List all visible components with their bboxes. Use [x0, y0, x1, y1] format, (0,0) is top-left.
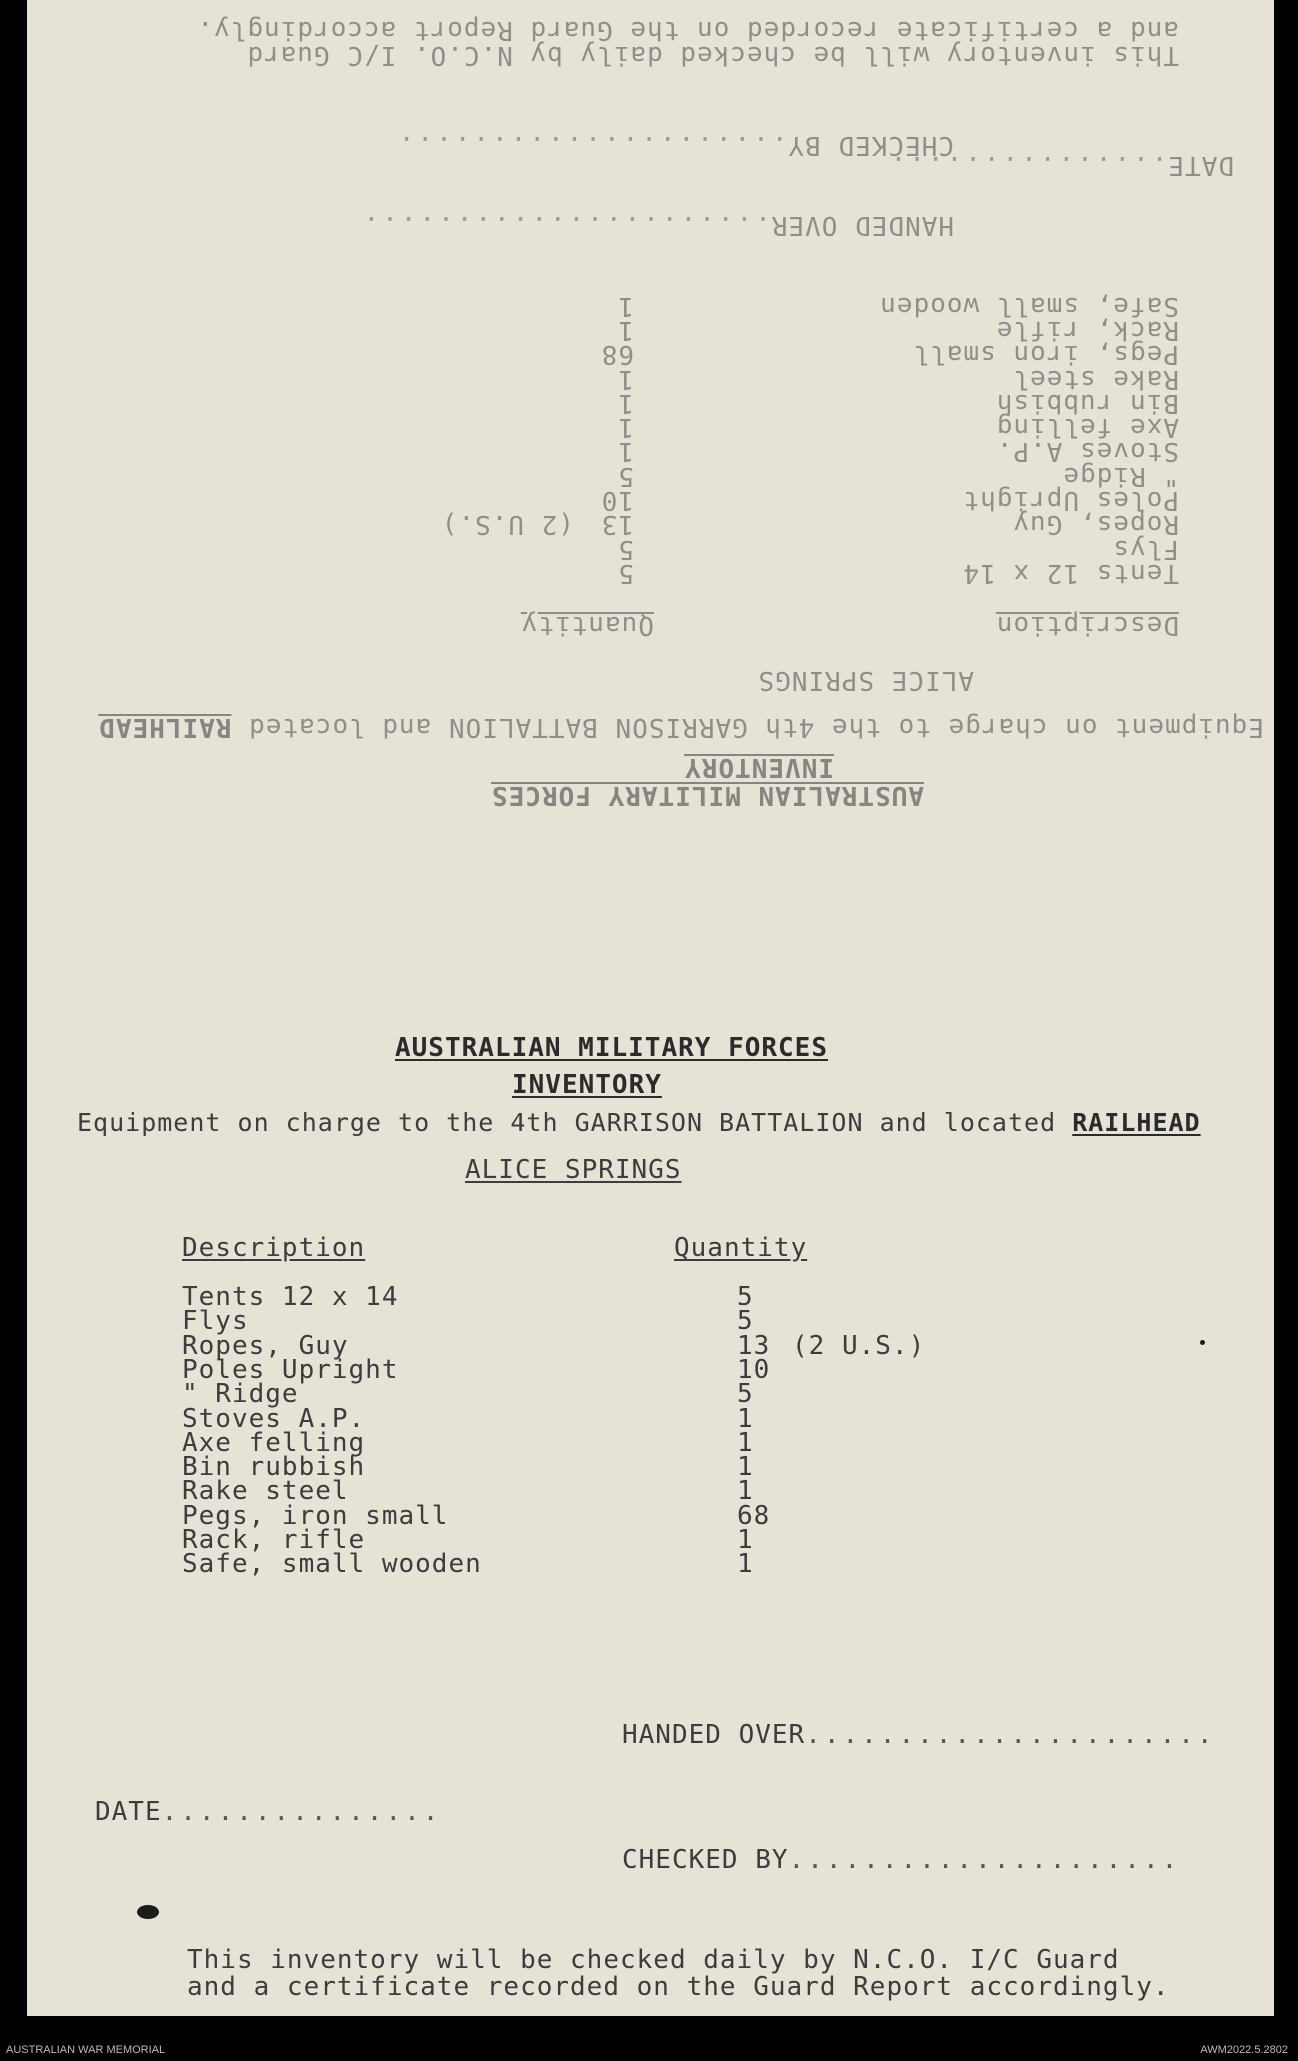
item-quantity: 1 — [737, 1525, 754, 1555]
equipment-line — [77, 1108, 1201, 1137]
ghost-item-description: Flys — [1112, 533, 1179, 564]
ghost-item-description: Stoves A.P. — [995, 436, 1179, 467]
ghost-item-description: Bin rubbish — [995, 387, 1179, 418]
date-label: DATE — [95, 1797, 162, 1827]
checked-by-dots: ..................... — [788, 1845, 1181, 1875]
item-note: (2 U.S.) — [792, 1330, 926, 1361]
item-quantity: 5 — [737, 1379, 754, 1410]
date-dots: ............... — [161, 1797, 442, 1827]
date-line — [95, 1797, 441, 1827]
item-description: Rack, rifle — [182, 1525, 366, 1555]
archive-footer-right: AWM2022.5.2802 — [1200, 2044, 1288, 2056]
document-sheet — [27, 0, 1274, 2016]
ghost-equipment-line: Equipment on charge to the 4th GARRISON BATTALION and located RAILHEAD — [98, 712, 1264, 742]
item-description: Ropes, Guy — [182, 1330, 349, 1361]
handed-over-dots: ...................... — [805, 1720, 1216, 1750]
ghost-item-quantity: 68 — [600, 339, 634, 370]
item-quantity: 1 — [737, 1452, 754, 1483]
item-quantity: 1 — [737, 1427, 754, 1458]
offset-impression-text — [27, 0, 1274, 960]
ghost-item-quantity: 10 — [600, 485, 634, 516]
item-description: Bin rubbish — [182, 1452, 366, 1483]
subheading: INVENTORY — [512, 1070, 662, 1100]
ghost-item-description: Ropes, Guy — [1012, 509, 1179, 540]
item-description: Axe felling — [182, 1427, 366, 1458]
handed-over-line — [622, 1720, 1216, 1750]
ghost-item-quantity: 13 — [600, 509, 634, 540]
item-description: Poles Upright — [182, 1354, 399, 1385]
ghost-item-quantity: 1 — [617, 315, 634, 345]
ghost-date: DATE............... — [887, 150, 1234, 180]
ghost-item-description: Poles Upright — [962, 485, 1179, 516]
handed-over-label: HANDED OVER — [622, 1720, 806, 1750]
ghost-item-note: (2 U.S.) — [440, 509, 574, 540]
item-quantity: 13 — [737, 1330, 771, 1361]
archive-footer — [0, 2040, 1298, 2061]
item-quantity: 1 — [737, 1403, 754, 1434]
item-quantity: 1 — [737, 1549, 754, 1580]
item-description: Pegs, iron small — [182, 1500, 449, 1531]
item-quantity: 68 — [737, 1500, 771, 1531]
ghost-checked-by: CHECKED BY..................... — [395, 130, 954, 160]
ghost-item-quantity: 1 — [617, 387, 634, 418]
ink-spot — [137, 1905, 159, 1919]
footer-line-2: and a certificate recorded on the Guard Report accordingly. — [187, 1972, 1170, 2002]
item-quantity: 1 — [737, 1476, 754, 1507]
ghost-heading-main: AUSTRALIAN MILITARY FORCES — [491, 780, 924, 810]
ghost-col-quantity: Quantity — [520, 610, 654, 640]
item-quantity: 10 — [737, 1354, 771, 1385]
ink-dot — [1200, 1340, 1205, 1345]
archive-footer-left: AUSTRALIAN WAR MEMORIAL — [6, 2044, 166, 2056]
ghost-item-description: Safe, small wooden — [879, 290, 1179, 321]
location: ALICE SPRINGS — [465, 1155, 682, 1185]
item-description: Flys — [182, 1306, 249, 1337]
col-quantity-header: Quantity — [674, 1233, 808, 1263]
item-description: Stoves A.P. — [182, 1403, 366, 1434]
item-quantity: 5 — [737, 1282, 754, 1312]
heading: AUSTRALIAN MILITARY FORCES — [395, 1033, 828, 1063]
item-description: " Ridge — [182, 1379, 299, 1410]
ghost-footer-line2: and a certificate recorded on the Guard Report accordingly. — [196, 15, 1179, 45]
ghost-item-quantity: 5 — [617, 533, 634, 564]
item-description: Safe, small wooden — [182, 1549, 482, 1580]
item-description: Tents 12 x 14 — [182, 1282, 399, 1312]
ghost-item-description: Pegs, iron small — [912, 339, 1179, 370]
ghost-item-description: Rake steel — [1012, 363, 1179, 394]
ghost-col-description: Description — [995, 610, 1179, 640]
ghost-location: ALICE SPRINGS — [757, 665, 974, 695]
checked-by-label: CHECKED BY — [622, 1845, 789, 1875]
ghost-item-quantity: 1 — [617, 412, 634, 443]
item-description: Rake steel — [182, 1476, 349, 1507]
ghost-item-description: " Ridge — [1062, 460, 1179, 491]
ghost-handed-over: HANDED OVER...................... — [360, 210, 954, 240]
ghost-item-description: Rack, rifle — [995, 315, 1179, 345]
ghost-item-quantity: 5 — [617, 460, 634, 491]
ghost-item-quantity: 1 — [617, 290, 634, 321]
ghost-item-quantity: 1 — [617, 363, 634, 394]
footer-line-1: This inventory will be checked daily by N.C.O. I/C Guard — [187, 1945, 1120, 1975]
ghost-footer-line1: This inventory will be checked daily by N.C.O. I/C Guard — [246, 40, 1179, 70]
equipment-line-place: RAILHEAD — [1072, 1108, 1201, 1137]
ghost-subheading: INVENTORY — [684, 752, 834, 782]
checked-by-line — [622, 1845, 1180, 1875]
ghost-item-description: Tents 12 x 14 — [962, 558, 1179, 588]
col-description-header: Description — [182, 1233, 366, 1263]
equipment-line-text: Equipment on charge to the 4th GARRISON BATTALION and located — [77, 1108, 1073, 1137]
ghost-item-quantity: 5 — [617, 558, 634, 588]
item-quantity: 5 — [737, 1306, 754, 1337]
ghost-item-quantity: 1 — [617, 436, 634, 467]
ghost-item-description: Axe felling — [995, 412, 1179, 443]
